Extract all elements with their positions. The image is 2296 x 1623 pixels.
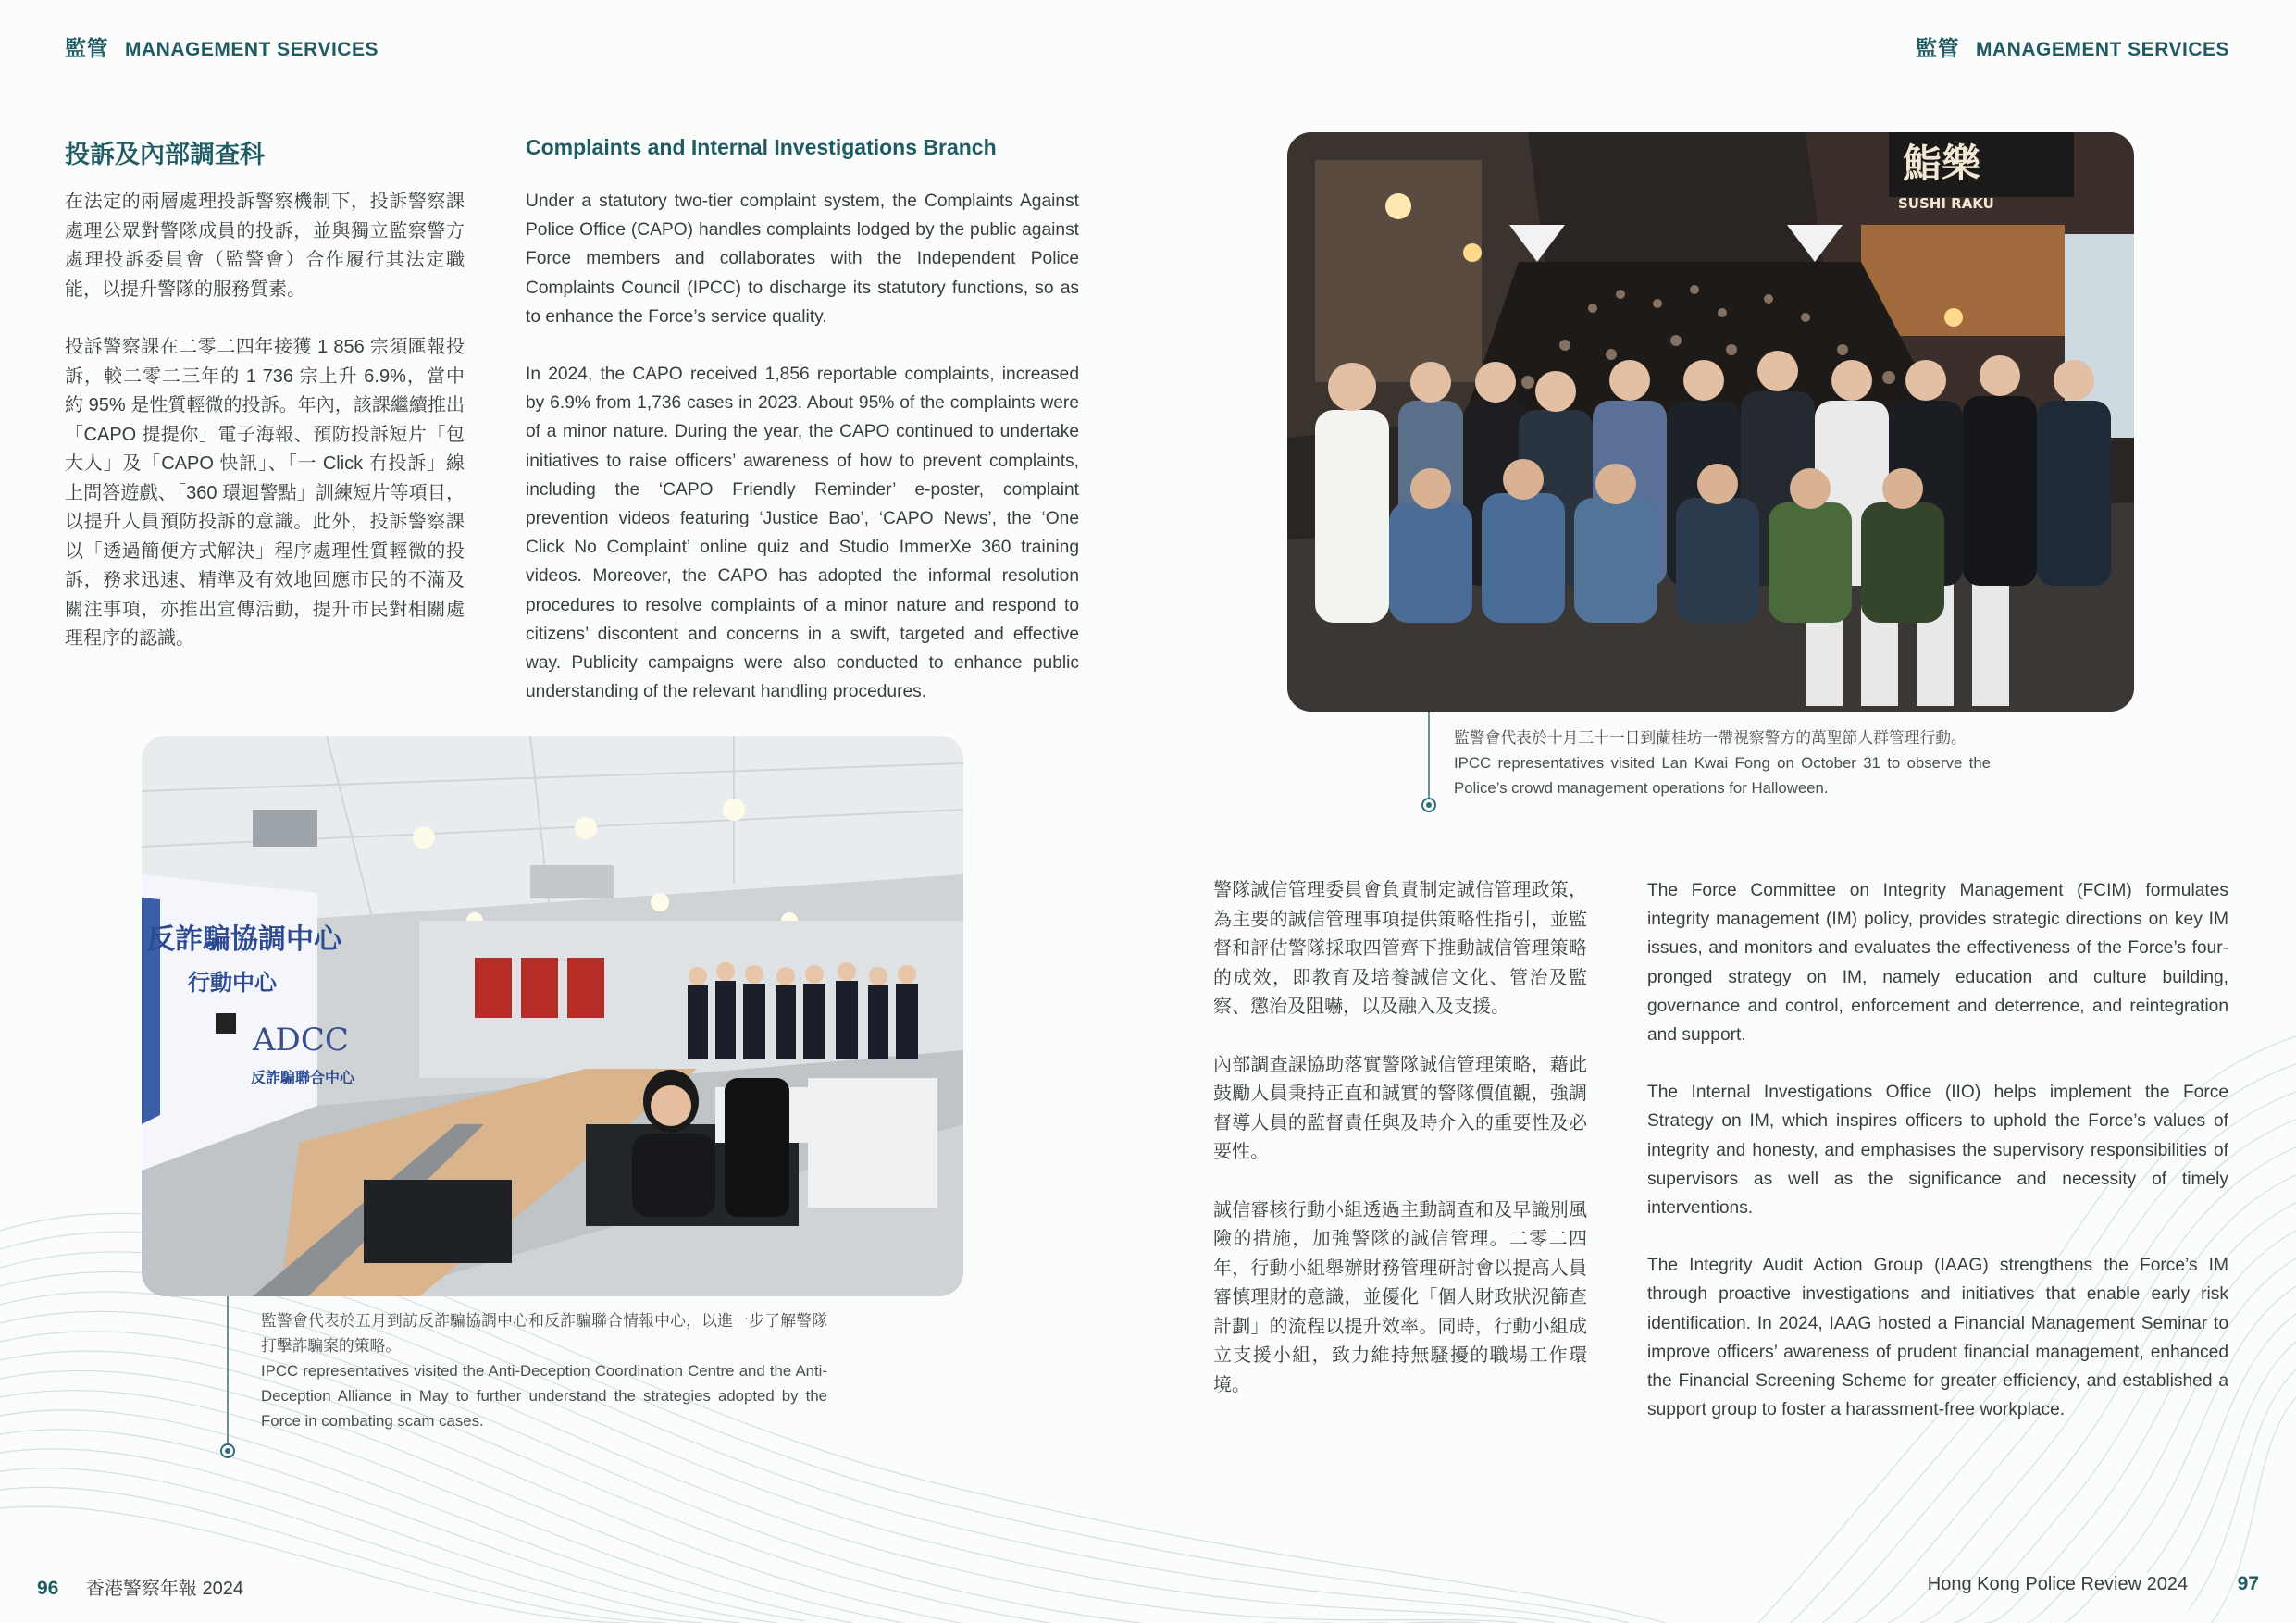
header-left bbox=[65, 31, 379, 62]
right-zh-paragraph-2: 內部調查課協助落實警隊誠信管理策略，藉此鼓勵人員秉持正直和誠實的警隊價值觀，強調督導人員的監督責任與及時介入的重要性及必要性。 bbox=[1213, 1054, 1587, 1162]
left-zh-column bbox=[65, 188, 465, 683]
section-title-zh: 投訴及內部調查科 bbox=[65, 141, 265, 168]
photo-adcc-visit bbox=[142, 736, 963, 1296]
section-title-en: Complaints and Internal Investigations Branch bbox=[526, 135, 997, 159]
header-left-en: MANAGEMENT SERVICES bbox=[125, 39, 379, 60]
sign-adcc-zh-3: 反詐騙聯合中心 bbox=[251, 1069, 355, 1086]
sign-adcc-zh-1: 反詐騙協調中心 bbox=[147, 923, 341, 956]
header-right-en: MANAGEMENT SERVICES bbox=[1976, 39, 2229, 60]
left-en-column bbox=[526, 187, 1079, 735]
caption-leader-line-left bbox=[227, 1296, 229, 1452]
left-zh-paragraph-1: 在法定的兩層處理投訴警察機制下，投訴警察課處理公眾對警隊成員的投訴，並與獨立監察警方處理投訴委員會（監警會）合作履行其法定職能，以提升警隊的服務質素。 bbox=[65, 192, 465, 300]
caption-leader-dot-left bbox=[220, 1443, 235, 1458]
sign-adcc-logo-1: ADCC bbox=[253, 1022, 349, 1059]
caption-lkf-zh: 監警會代表於十月三十一日到蘭桂坊一帶視察警方的萬聖節人群管理行動。 bbox=[1454, 729, 1967, 747]
caption-leader-line-right bbox=[1428, 712, 1430, 804]
caption-lkf-en: IPCC representatives visited Lan Kwai Fong on October 31 to observe the Police’s crowd management operations for Halloween. bbox=[1454, 754, 1991, 797]
page-number-left: 96 bbox=[37, 1578, 59, 1599]
header-right bbox=[1916, 31, 2229, 62]
footer-publication-zh: 香港警察年報 2024 bbox=[85, 1579, 243, 1599]
left-en-paragraph-2: In 2024, the CAPO received 1,856 reportable complaints, increased by 6.9% from 1,736 cases in 2023. About 95% of the complaints were of a minor nature. During the year, the CAPO continued to undertake initiatives to raise officers’ awareness of how to prevent complaints, including the ‘CAPO Friendly Reminder’ e-poster, complaint prevention videos featuring ‘Justice Bao’, ‘CAPO News’, the ‘One Click No Complaint’ online quiz and Studio ImmerXe 360 training videos. Moreover, the CAPO has adopted the informal resolution procedures to resolve complaints of a minor nature and respond to citizens’ discontent and concerns in a swift, targeted and effective way. Publicity campaigns were also conducted to enhance public understanding of the relevant handling procedures. bbox=[526, 365, 1079, 702]
footer-left bbox=[37, 1573, 243, 1600]
caption-adcc-en: IPCC representatives visited the Anti-Deception Coordination Centre and the Anti-Deception Alliance in May to further understand the strategies adopted by the Force in combating scam cases. bbox=[261, 1362, 827, 1430]
right-en-paragraph-3: The Integrity Audit Action Group (IAAG) strengthens the Force’s IM through proactive investigations and initiatives that enable early risk identification. In 2024, IAAG hosted a Financial Management Seminar to improve officers’ awareness of prudent financial management, enhanced the Financial Screening Scheme for greater efficiency, and established a support group to foster a harassment-free workplace. bbox=[1647, 1256, 2228, 1420]
caption-leader-dot-right bbox=[1421, 798, 1436, 812]
left-zh-paragraph-2: 投訴警察課在二零二四年接獲 1 856 宗須匯報投訴，較二零二三年的 1 736 宗上升 6.9%，當中約 95% 是性質輕微的投訴。年內，該課繼續推出「CAPO 提提你」電子海報、預防投訴短片「包大人」及「CAPO 快訊」、「一 Click 冇投訴」線上問答遊戲、「360 環迴警點」訓練短片等項目，以提升人員預防投訴的意識。此外，投訴警察課以「透過簡便方式解決」程序處理性質輕微的投訴，務求迅速、精準及有效地回應市民的不滿及關注事項，亦推出宣傳活動，提升市民對相關處理程序的認識。 bbox=[65, 337, 465, 649]
left-en-paragraph-1: Under a statutory two-tier complaint system, the Complaints Against Police Office (CAPO) handles complaints lodged by the public against Force members and collaborates with the Independent Police Complaints Council (IPCC) to discharge its statutory functions, so as to enhance the Force’s service quality. bbox=[526, 192, 1079, 327]
caption-lan-kwai-fong bbox=[1454, 725, 1991, 800]
right-en-column bbox=[1647, 876, 2228, 1453]
caption-adcc bbox=[261, 1308, 827, 1433]
header-left-zh: 監管 bbox=[65, 36, 108, 60]
header-right-zh: 監管 bbox=[1916, 36, 1960, 60]
footer-right bbox=[1928, 1573, 2259, 1595]
right-zh-paragraph-1: 警隊誠信管理委員會負責制定誠信管理政策，為主要的誠信管理事項提供策略性指引，並監督和評估警隊採取四管齊下推動誠信管理策略的成效，即教育及培養誠信文化、管治及監察、懲治及阻嚇，以及融入及支援。 bbox=[1213, 880, 1587, 1017]
right-en-paragraph-1: The Force Committee on Integrity Management (FCIM) formulates integrity management (IM) policy, provides strategic directions on key IM issues, and monitors and evaluates the effectiveness of the Force’s four-pronged strategy on IM, namely education and culture building, governance and control, enforcement and deterrence, and reintegration and support. bbox=[1647, 881, 2228, 1046]
page-number-right: 97 bbox=[2237, 1573, 2259, 1594]
sign-restaurant-zh: 鮨樂 bbox=[1903, 141, 1981, 186]
sign-adcc-zh-2: 行動中心 bbox=[188, 970, 277, 996]
right-zh-column bbox=[1213, 876, 1587, 1429]
sign-restaurant-en: SUSHI RAKU bbox=[1898, 195, 1994, 212]
right-zh-paragraph-3: 誠信審核行動小組透過主動調查和及早識別風險的措施，加強警隊的誠信管理。二零二四年，行動小組舉辦財務管理研討會以提高人員審慎理財的意識，並優化「個人財政狀況篩查計劃」的流程以提升效率。同時，行動小組成立支援小組，致力維持無騷擾的職場工作環境。 bbox=[1213, 1199, 1587, 1395]
right-en-paragraph-2: The Internal Investigations Office (IIO) helps implement the Force Strategy on IM, which inspires officers to uphold the Force’s values of integrity and honesty, and emphasises the supervisory responsibilities of supervisors as well as the significance and necessity of timely interventions. bbox=[1647, 1083, 2228, 1219]
photo-lan-kwai-fong-visit bbox=[1287, 132, 2134, 712]
footer-publication-en: Hong Kong Police Review 2024 bbox=[1927, 1574, 2189, 1594]
caption-adcc-zh: 監警會代表於五月到訪反詐騙協調中心和反詐騙聯合情報中心，以進一步了解警隊打擊詐騙案的策略。 bbox=[261, 1312, 827, 1355]
